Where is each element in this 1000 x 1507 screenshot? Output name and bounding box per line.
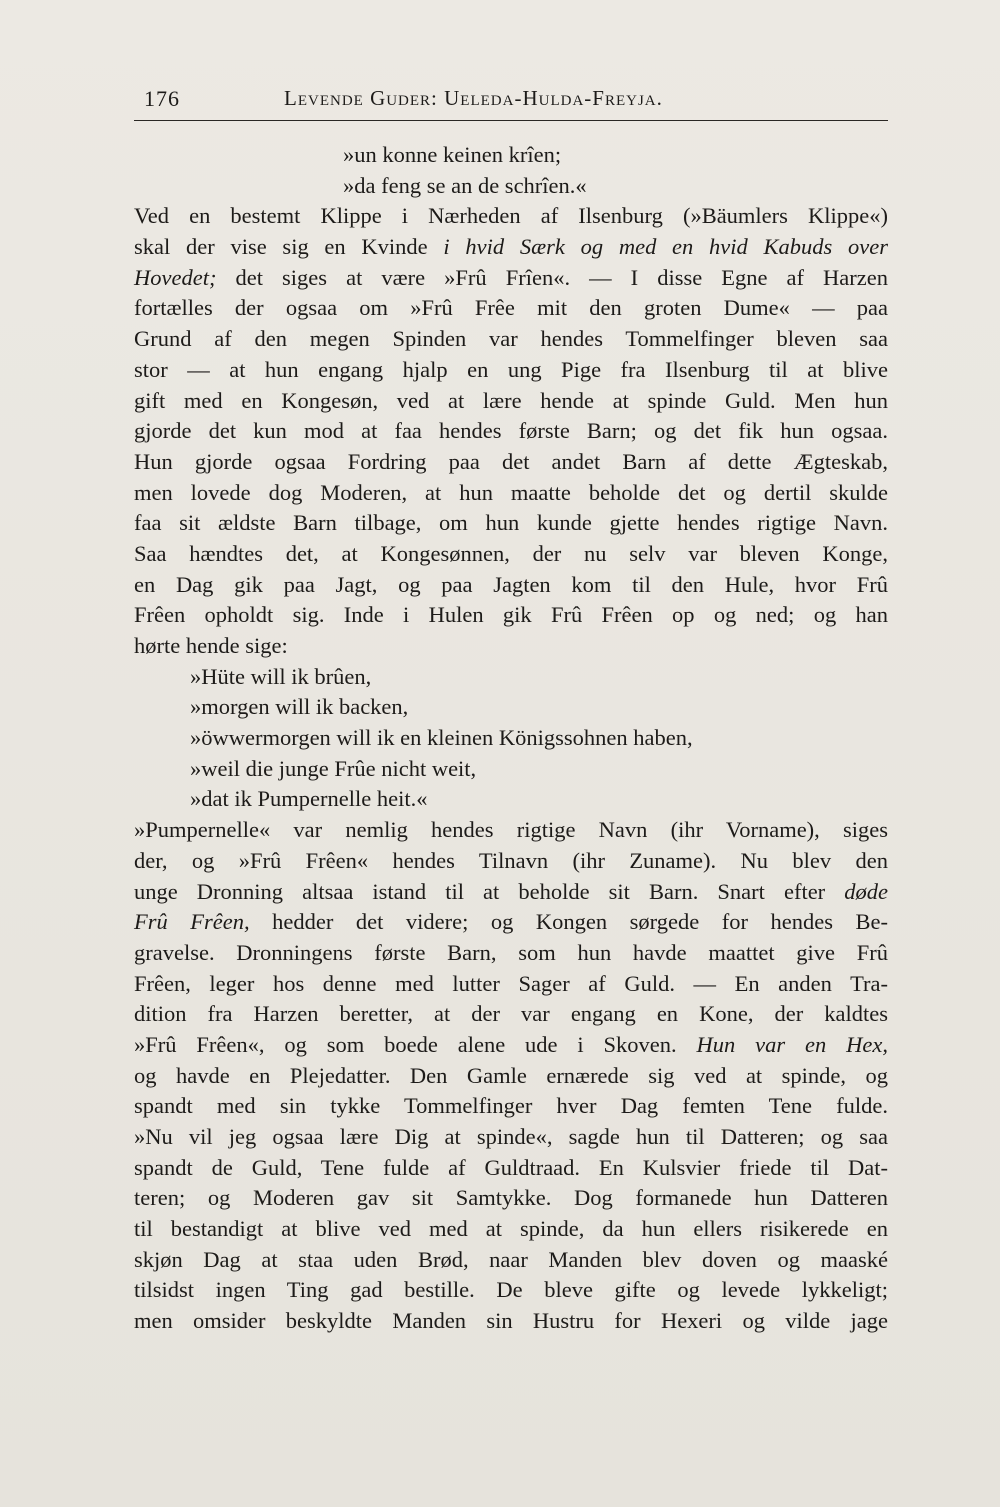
text-segment: »weil die junge Frûe nicht weit, <box>190 755 477 781</box>
text-line <box>134 846 888 877</box>
text-segment: stor — at hun engang hjalp en ung Pige fra Ilsenburg til at blive <box>134 356 888 382</box>
text-segment: »un konne keinen krîen; <box>343 142 562 167</box>
text-line <box>134 999 888 1030</box>
text-segment: Frêen opholdt sig. Inde i Hulen gik Frû Frêen op og ned; og han <box>134 602 888 628</box>
text-line <box>134 293 888 324</box>
text-segment: unge Dronning altsaa istand til at beholde sit Barn. Snart efter <box>134 878 845 904</box>
text-line <box>134 263 888 294</box>
text-line <box>134 324 888 355</box>
text-segment: det siges at være »Frû Frîen«. — I disse Egne af Harzen <box>216 264 888 290</box>
text-line <box>134 416 888 447</box>
text-line <box>134 539 888 570</box>
text-line <box>134 877 888 908</box>
text-segment: Ved en bestemt Klippe i Nærheden af Ilsenburg (»Bäumlers Klippe«) <box>134 203 888 229</box>
text-line <box>134 600 888 631</box>
text-segment: skjøn Dag at staa uden Brød, naar Manden blev doven og maaské <box>134 1246 888 1272</box>
text-line <box>134 201 888 232</box>
text-line <box>134 1306 888 1337</box>
text-segment: Saa hændtes det, at Kongesønnen, der nu selv var bleven Konge, <box>134 540 888 566</box>
text-segment: »Nu vil jeg ogsaa lære Dig at spinde«, sagde hun til Datteren; og saa <box>134 1124 888 1149</box>
text-line <box>134 1091 888 1122</box>
text-segment: spandt de Guld, Tene fulde af Guldtraad. En Kulsvier friede til Dat- <box>134 1154 888 1180</box>
text-segment: skal der vise sig en Kvinde <box>134 234 444 260</box>
text-line <box>134 1122 888 1153</box>
text-segment: tilsidst ingen Ting gad bestille. De bleve gifte og levede lykkeligt; <box>134 1277 888 1303</box>
text-segment: gift med en Kongesøn, ved at lære hende at spinde Guld. Men hun <box>134 387 888 413</box>
text-line <box>134 784 888 815</box>
body-text <box>134 140 888 1337</box>
text-line <box>134 692 888 723</box>
text-line <box>134 478 888 509</box>
text-segment: men lovede dog Moderen, at hun maatte beholde det og dertil skulde <box>134 479 888 505</box>
text-line <box>134 1030 888 1061</box>
text-segment: til bestandigt at blive ved med at spinde, da hun ellers risikerede en <box>134 1216 888 1242</box>
text-segment: gravelse. Dronningens første Barn, som hun havde maattet give Frû <box>134 939 888 965</box>
text-line <box>134 662 888 693</box>
italic-text: Frû Frêen, <box>134 909 250 935</box>
text-segment: Frêen, leger hos denne med lutter Sager af Guld. — En anden Tra- <box>134 970 888 996</box>
text-line <box>134 815 888 846</box>
text-segment: teren; og Moderen gav sit Samtykke. Dog formanede hun Datteren <box>134 1185 888 1211</box>
text-segment: »öwwermorgen will ik en kleinen Königssohnen haben, <box>190 725 693 751</box>
italic-text: døde <box>844 878 888 904</box>
text-segment: »dat ik Pumpernelle heit.« <box>190 786 428 812</box>
text-segment: »da feng se an de schrîen.« <box>343 172 587 198</box>
text-line <box>134 1245 888 1276</box>
text-segment: gjorde det kun mod at faa hendes første Barn; og det fik hun ogsaa. <box>134 418 888 444</box>
text-line <box>134 140 888 171</box>
text-segment: »morgen will ik backen, <box>190 694 409 720</box>
header-rule <box>134 120 888 121</box>
text-line <box>134 907 888 938</box>
text-line <box>134 631 888 662</box>
text-segment: dition fra Harzen beretter, at der var engang en Kone, der kaldtes <box>134 1001 888 1027</box>
text-line <box>134 1214 888 1245</box>
italic-text: Hovedet; <box>134 264 217 290</box>
text-line <box>134 447 888 478</box>
italic-text: Hun var en Hex, <box>696 1031 888 1057</box>
text-segment: en Dag gik paa Jagt, og paa Jagten kom til den Hule, hvor Frû <box>134 571 888 597</box>
text-segment: der, og »Frû Frêen« hendes Tilnavn (ihr Zuname). Nu blev den <box>134 847 888 873</box>
text-segment: hedder det videre; og Kongen sørgede for hendes Be- <box>249 909 888 935</box>
text-segment: »Hüte will ik brûen, <box>190 663 372 689</box>
page-header <box>134 86 888 116</box>
text-line <box>134 969 888 1000</box>
text-segment: faa sit ældste Barn tilbage, om hun kunde gjette hendes rigtige Navn. <box>134 510 888 536</box>
text-segment: »Frû Frêen«, og som boede alene ude i Skoven. <box>134 1031 697 1057</box>
text-segment: hørte hende sige: <box>134 633 288 658</box>
text-line <box>134 754 888 785</box>
text-line <box>134 1183 888 1214</box>
text-line <box>134 938 888 969</box>
text-segment: fortælles der ogsaa om »Frû Frêe mit den groten Dume« — paa <box>134 295 888 321</box>
text-line <box>134 386 888 417</box>
text-line <box>134 171 888 202</box>
text-line <box>134 1275 888 1306</box>
text-line <box>134 1061 888 1092</box>
text-line <box>134 570 888 601</box>
text-segment: »Pumpernelle« var nemlig hendes rigtige Navn (ihr Vorname), siges <box>134 817 888 843</box>
text-segment: Hun gjorde ogsaa Fordring paa det andet Barn af dette Ægteskab, <box>134 448 888 474</box>
text-line <box>134 355 888 386</box>
text-segment: men omsider beskyldte Manden sin Hustru for Hexeri og vilde jage <box>134 1308 888 1334</box>
running-title: Levende Guder: Ueleda-Hulda-Freyja. <box>284 86 663 110</box>
text-segment: Grund af den megen Spinden var hendes Tommelfinger bleven saa <box>134 326 888 352</box>
italic-text: i hvid Særk og med en hvid Kabuds over <box>443 234 888 260</box>
text-line <box>134 1153 888 1184</box>
page-number: 176 <box>144 86 180 111</box>
text-line <box>134 508 888 539</box>
text-line <box>134 232 888 263</box>
text-line <box>134 723 888 754</box>
text-segment: og havde en Plejedatter. Den Gamle ernærede sig ved at spinde, og <box>134 1062 888 1088</box>
text-segment: spandt med sin tykke Tommelfinger hver Dag femten Tene fulde. <box>134 1093 888 1119</box>
